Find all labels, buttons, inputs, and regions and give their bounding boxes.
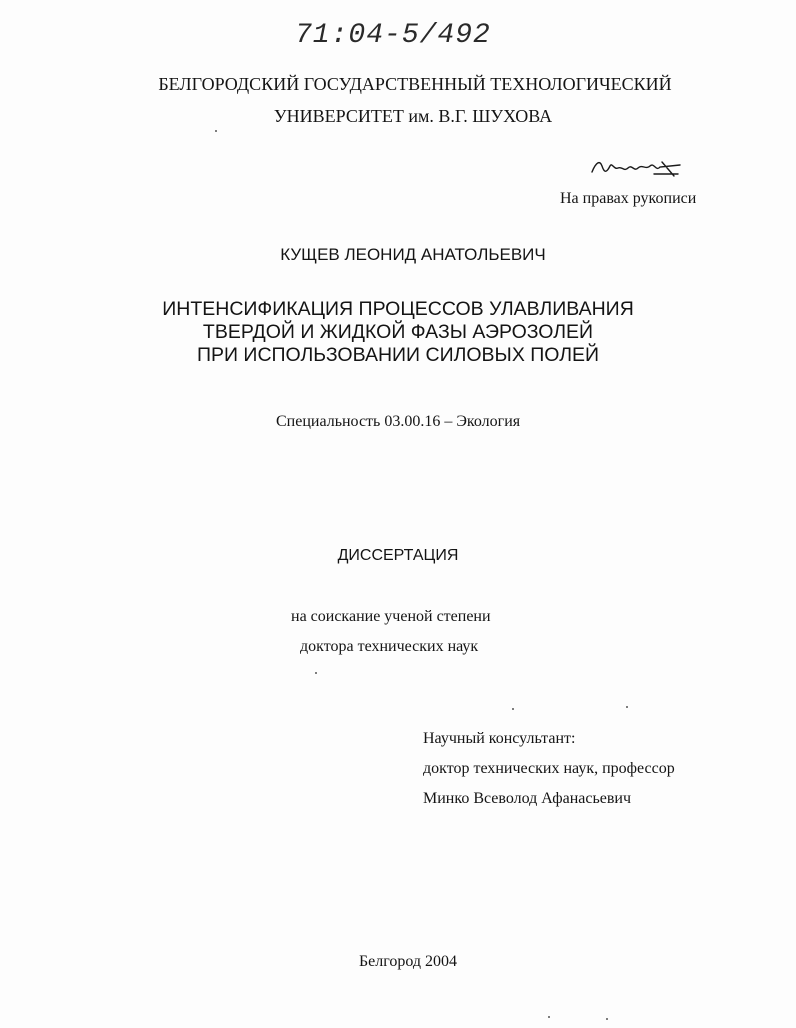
scan-speck [512,708,514,710]
author-name: КУЩЕВ ЛЕОНИД АНАТОЛЬЕВИЧ [280,245,546,264]
scan-speck [606,1018,608,1020]
title-line: ТВЕРДОЙ И ЖИДКОЙ ФАЗЫ АЭРОЗОЛЕЙ [202,321,594,343]
consultant-degree: доктор технических наук, профессор [423,760,675,777]
city-and-year: Белгород 2004 [358,953,458,970]
dissertation-title [0,298,796,367]
university-name-line-1: БЕЛГОРОДСКИЙ ГОСУДАРСТВЕННЫЙ ТЕХНОЛОГИЧЕСКИЙ [158,74,672,94]
manuscript-rights-note: На правах рукописи [560,190,697,207]
author-signature [588,152,684,188]
consultant-name: Минко Всеволод Афанасьевич [423,790,632,807]
scan-speck [315,672,317,674]
scan-speck [548,1016,550,1018]
degree-line-1: на соискание ученой степени [291,608,491,625]
consultant-label: Научный консультант: [423,730,576,747]
scan-speck [215,130,217,132]
specialty: Специальность 03.00.16 – Экология [276,413,521,430]
university-name-line-2: УНИВЕРСИТЕТ им. В.Г. ШУХОВА [273,106,553,126]
title-line: ПРИ ИСПОЛЬЗОВАНИИ СИЛОВЫХ ПОЛЕЙ [196,344,600,366]
document-type: ДИССЕРТАЦИЯ [337,547,459,564]
catalog-stamp: 71:04-5/492 [295,20,491,51]
title-line: ИНТЕНСИФИКАЦИЯ ПРОЦЕССОВ УЛАВЛИВАНИЯ [162,298,634,320]
degree-line-2: доктора технических наук [300,638,479,655]
scan-speck [626,706,628,708]
